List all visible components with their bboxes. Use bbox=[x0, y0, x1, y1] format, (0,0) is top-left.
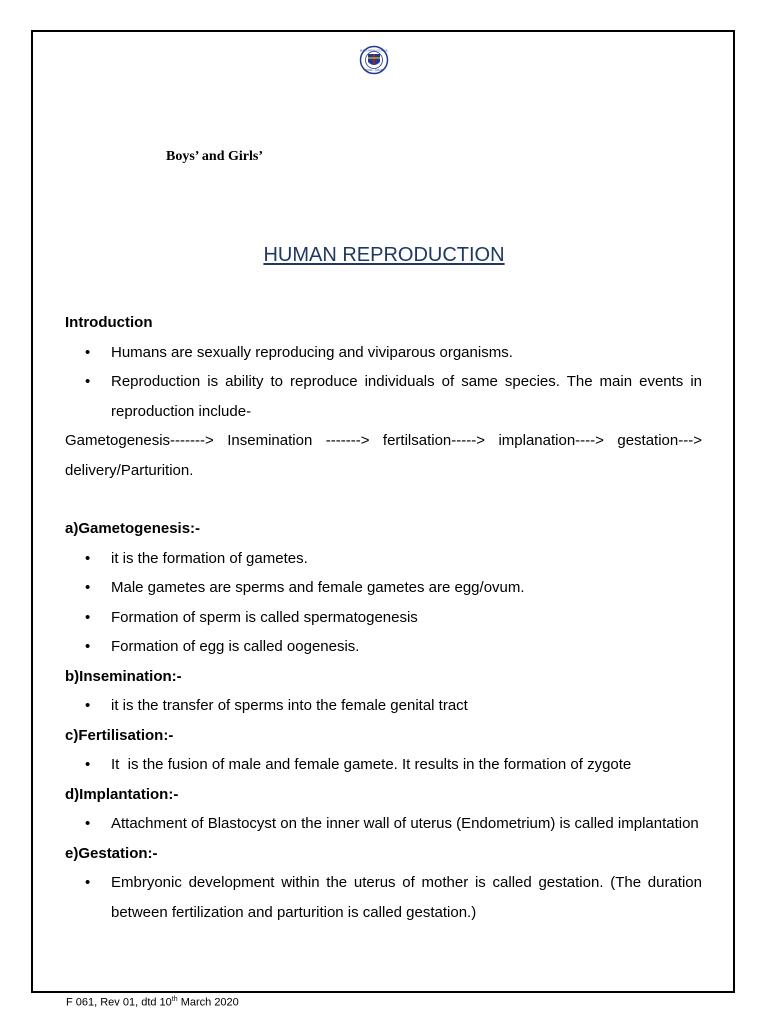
list-item-text: it is the formation of gametes. bbox=[111, 549, 308, 567]
flow-step: implanation----> bbox=[498, 432, 604, 449]
subheading: Boys’ and Girls’ bbox=[166, 149, 263, 164]
list-item bbox=[65, 603, 702, 633]
document-footer bbox=[66, 996, 239, 1009]
list-item bbox=[65, 573, 702, 603]
flow-step: fertilsation-----> bbox=[382, 432, 486, 449]
footer-prefix: F 061, Rev 01, dtd 10 bbox=[66, 996, 172, 1009]
document-body bbox=[65, 308, 702, 927]
list-item bbox=[65, 338, 702, 368]
section-heading-gestation: e)Gestation:- bbox=[65, 844, 158, 862]
list-item-text: Reproduction is ability to reproduce individuals of same species. The main events in reproduction include- bbox=[111, 373, 702, 420]
flow-step: gestation---> bbox=[617, 432, 702, 449]
bullet-icon: • bbox=[85, 549, 91, 567]
list-item-text: Embryonic development within the uterus of mother is called gestation. (The duration between fertilization and parturition is called gestation.) bbox=[111, 874, 702, 921]
logo-bottom-text: DOHA – QATAR bbox=[365, 69, 383, 72]
section-heading-introduction: Introduction bbox=[65, 314, 153, 331]
section-heading-gametogenesis: a)Gametogenesis:- bbox=[65, 520, 201, 537]
list-item-text: Formation of sperm is called spermatogenesis bbox=[111, 608, 418, 626]
list-item-text: Attachment of Blastocyst on the inner wall of uterus (Endometrium) is called implantation bbox=[111, 815, 699, 832]
bullet-icon: • bbox=[85, 579, 91, 596]
list-item-text: Male gametes are sperms and female gametes are egg/ovum. bbox=[111, 579, 525, 596]
list-item bbox=[65, 367, 702, 426]
school-logo bbox=[347, 44, 401, 78]
bullet-icon: • bbox=[85, 697, 91, 714]
list-item bbox=[65, 544, 702, 574]
bullet-icon: • bbox=[85, 638, 91, 655]
section-heading-fertilisation: c)Fertilisation:- bbox=[65, 726, 174, 744]
section-heading-implantation: d)Implantation:- bbox=[65, 785, 179, 803]
bullet-icon: • bbox=[85, 756, 91, 773]
list-item-text: Humans are sexually reproducing and viviparous organisms. bbox=[111, 343, 513, 361]
list-item bbox=[65, 632, 702, 662]
list-item-text: It is the fusion of male and female gamete. It results in the formation of zygote bbox=[111, 756, 632, 773]
reproduction-flow bbox=[65, 426, 702, 456]
list-item bbox=[65, 868, 702, 927]
list-item-text: it is the transfer of sperms into the female genital tract bbox=[111, 697, 468, 714]
flow-step: -------> bbox=[325, 432, 370, 449]
list-item-text: Formation of egg is called oogenesis. bbox=[111, 638, 360, 655]
flow-step: Gametogenesis-------> bbox=[65, 432, 214, 449]
bullet-icon: • bbox=[85, 815, 91, 832]
bullet-icon: • bbox=[85, 373, 91, 390]
flow-end: delivery/Parturition. bbox=[65, 461, 194, 479]
flow-step: Insemination bbox=[227, 432, 313, 449]
logo-ring-text: M.E.S INDIAN SCHOOL bbox=[359, 49, 389, 53]
list-item bbox=[65, 691, 702, 721]
bullet-icon: • bbox=[85, 874, 91, 891]
page-title: HUMAN REPRODUCTION bbox=[263, 244, 505, 266]
footer-suffix: March 2020 bbox=[177, 996, 239, 1009]
spacer bbox=[65, 485, 702, 514]
bullet-icon: • bbox=[85, 343, 91, 361]
list-item bbox=[65, 750, 702, 780]
bullet-icon: • bbox=[85, 608, 91, 626]
list-item bbox=[65, 809, 702, 839]
footer-sup: th bbox=[171, 996, 178, 1003]
section-heading-insemination: b)Insemination:- bbox=[65, 667, 182, 685]
